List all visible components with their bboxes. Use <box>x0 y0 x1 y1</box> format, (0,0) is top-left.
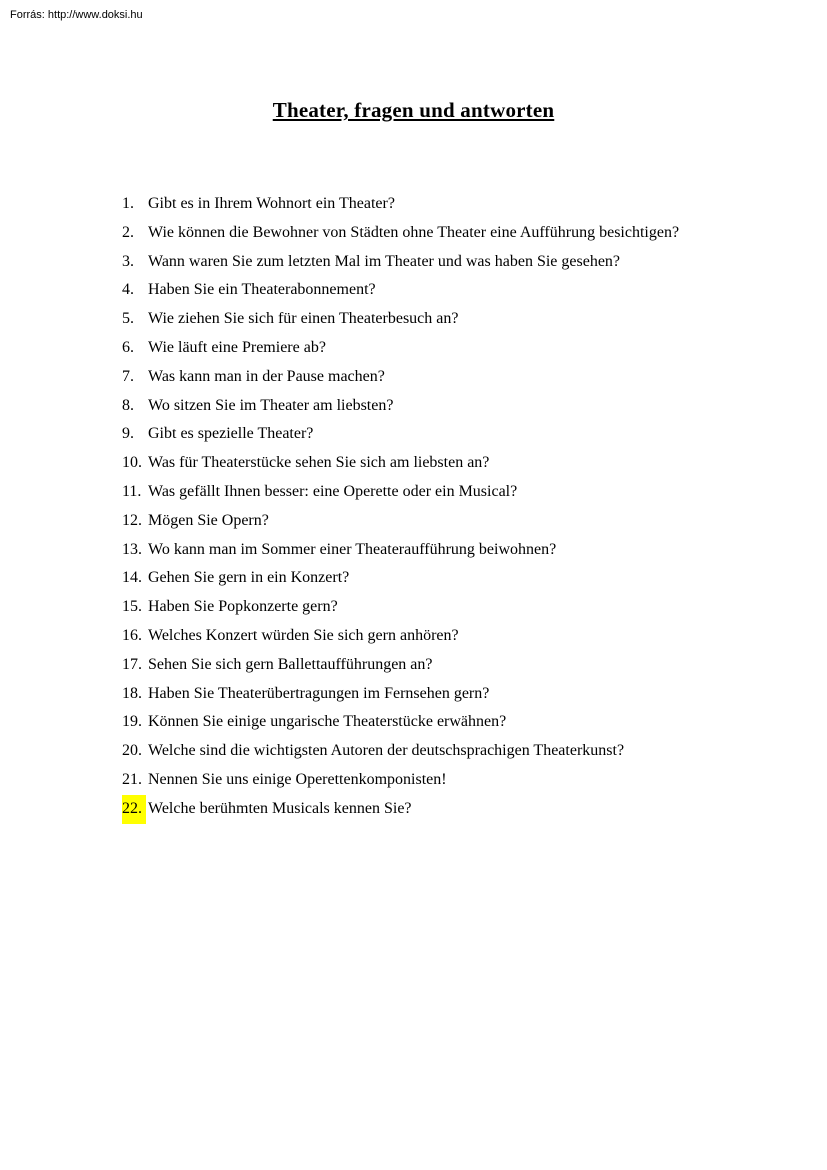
list-item <box>122 651 782 680</box>
list-item-text: Wie läuft eine Premiere ab? <box>148 338 326 356</box>
list-item-text: Welche berühmten Musicals kennen Sie? <box>148 799 412 817</box>
list-item-number: 4. <box>122 281 134 299</box>
page-title: Theater, fragen und antworten <box>272 98 555 122</box>
list-item-number: 18. <box>122 684 142 702</box>
list-item-number: 1. <box>122 195 134 212</box>
list-item <box>122 334 782 363</box>
list-item <box>122 564 782 593</box>
list-item-number: 13. <box>122 540 142 558</box>
list-item-text: Welches Konzert würden Sie sich gern anhören? <box>148 626 459 644</box>
list-item <box>122 276 782 305</box>
list-item <box>122 708 782 737</box>
list-item-text: Nennen Sie uns einige Operettenkomponisten! <box>148 770 447 788</box>
list-item-text: Können Sie einige ungarische Theaterstücke erwähnen? <box>148 713 507 731</box>
list-item-text: Gehen Sie gern in ein Konzert? <box>148 569 350 587</box>
list-item-text: Gibt es in Ihrem Wohnort ein Theater? <box>148 195 395 212</box>
list-item-text: Gibt es spezielle Theater? <box>148 425 314 443</box>
list-item-text: Haben Sie Popkonzerte gern? <box>148 598 338 616</box>
list-item-text: Haben Sie Theaterübertragungen im Fernsehen gern? <box>148 684 490 702</box>
question-list <box>122 190 782 824</box>
list-item-text: Wo kann man im Sommer einer Theateraufführung beiwohnen? <box>148 540 557 558</box>
list-item-text: Wie können die Bewohner von Städten ohne Theater eine Aufführung besichtigen? <box>148 223 680 241</box>
list-item-number: 16. <box>122 626 142 644</box>
list-item <box>122 795 782 824</box>
list-item-number: 19. <box>122 713 142 731</box>
list-item-number: 12. <box>122 511 142 529</box>
list-item-number: 11. <box>122 482 142 500</box>
list-item <box>122 622 782 651</box>
list-item <box>122 449 782 478</box>
list-item-number: 17. <box>122 655 142 673</box>
list-item-number: 3. <box>122 252 134 270</box>
list-item-text: Wo sitzen Sie im Theater am liebsten? <box>148 396 394 414</box>
list-item-number: 8. <box>122 396 134 414</box>
list-item-text: Haben Sie ein Theaterabonnement? <box>148 281 376 299</box>
list-item-number: 7. <box>122 367 134 385</box>
list-item <box>122 536 782 565</box>
list-item <box>122 219 782 248</box>
list-item-number: 20. <box>122 742 142 760</box>
list-item-text: Wie ziehen Sie sich für einen Theaterbesuch an? <box>148 310 459 328</box>
list-item-text: Welche sind die wichtigsten Autoren der deutschsprachigen Theaterkunst? <box>148 742 625 760</box>
source-url-label: Forrás: http://www.doksi.hu <box>10 9 143 21</box>
list-item <box>122 305 782 334</box>
list-item-text: Was kann man in der Pause machen? <box>148 367 385 385</box>
list-item <box>122 680 782 709</box>
list-item-text: Was für Theaterstücke sehen Sie sich am liebsten an? <box>148 454 490 472</box>
list-item <box>122 363 782 392</box>
list-item-number-highlighted: 22. <box>122 795 146 824</box>
list-item <box>122 190 782 219</box>
list-item <box>122 766 782 795</box>
list-item <box>122 507 782 536</box>
list-item <box>122 593 782 622</box>
list-item-number: 14. <box>122 569 142 587</box>
list-item-number: 2. <box>122 223 134 241</box>
list-item <box>122 392 782 421</box>
list-item-text: Sehen Sie sich gern Ballettaufführungen an? <box>148 655 433 673</box>
list-item-text: Mögen Sie Opern? <box>148 511 269 529</box>
list-item-text: Was gefällt Ihnen besser: eine Operette oder ein Musical? <box>148 482 518 500</box>
list-item <box>122 248 782 277</box>
list-item <box>122 420 782 449</box>
list-item-number: 5. <box>122 310 134 328</box>
list-item-number: 21. <box>122 770 142 788</box>
list-item-number: 9. <box>122 425 134 443</box>
list-item <box>122 737 782 766</box>
list-item-text: Wann waren Sie zum letzten Mal im Theater und was haben Sie gesehen? <box>148 252 621 270</box>
list-item-number: 15. <box>122 598 142 616</box>
list-item <box>122 478 782 507</box>
list-item-number: 6. <box>122 338 134 356</box>
list-item-number: 10. <box>122 454 142 472</box>
